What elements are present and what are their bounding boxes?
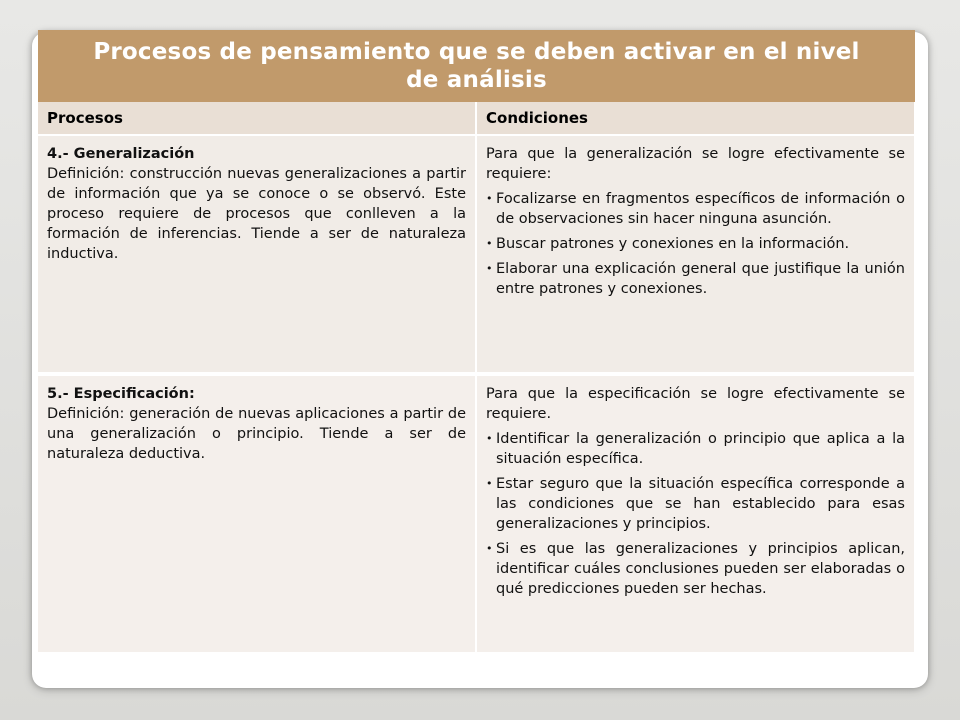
table-row (38, 135, 915, 374)
condition-item: • Identificar la generalización o principio que aplica a la situación específica. (486, 429, 905, 469)
process-definition: Definición: generación de nuevas aplicaciones a partir de una generalización o principio. Tiende a ser de naturaleza deductiva. (47, 406, 466, 462)
condition-item: • Buscar patrones y conexiones en la información. (486, 234, 905, 254)
processes-table (38, 102, 916, 656)
condition-item: • Focalizarse en fragmentos específicos de información o de observaciones sin hacer ninguna asunción. (486, 189, 905, 229)
table-header-row (38, 102, 915, 135)
slide-title: Procesos de pensamiento que se deben activar en el nivel de análisis (93, 39, 860, 93)
conditions-cell (476, 135, 915, 374)
table-row (38, 374, 915, 654)
condition-item: • Si es que las generalizaciones y principios aplican, identificar cuáles conclusiones pueden ser elaboradas o qué predicciones pueden ser hechas. (486, 539, 905, 599)
process-title: 5.- Especificación: (47, 386, 195, 402)
condition-item: • Estar seguro que la situación específica corresponde a las condiciones que se han establecido para esas generalizaciones y principios. (486, 474, 905, 534)
conditions-cell (476, 374, 915, 654)
conditions-intro: Para que la especificación se logre efectivamente se requiere. (486, 386, 905, 422)
process-title: 4.- Generalización (47, 146, 195, 162)
slide-title-band (38, 30, 915, 102)
condition-item: • Elaborar una explicación general que justifique la unión entre patrones y conexiones. (486, 259, 905, 299)
header-procesos: Procesos (38, 102, 476, 135)
conditions-intro: Para que la generalización se logre efectivamente se requiere: (486, 146, 905, 182)
conditions-list (486, 189, 905, 299)
process-cell (38, 374, 476, 654)
process-definition: Definición: construcción nuevas generalizaciones a partir de información que ya se conoce o se observó. Este proceso requiere de procesos que conlleven a la formación de inferencias. Tiende a ser de naturaleza inductiva. (47, 166, 466, 262)
conditions-list (486, 429, 905, 599)
process-cell (38, 135, 476, 374)
header-condiciones: Condiciones (476, 102, 915, 135)
